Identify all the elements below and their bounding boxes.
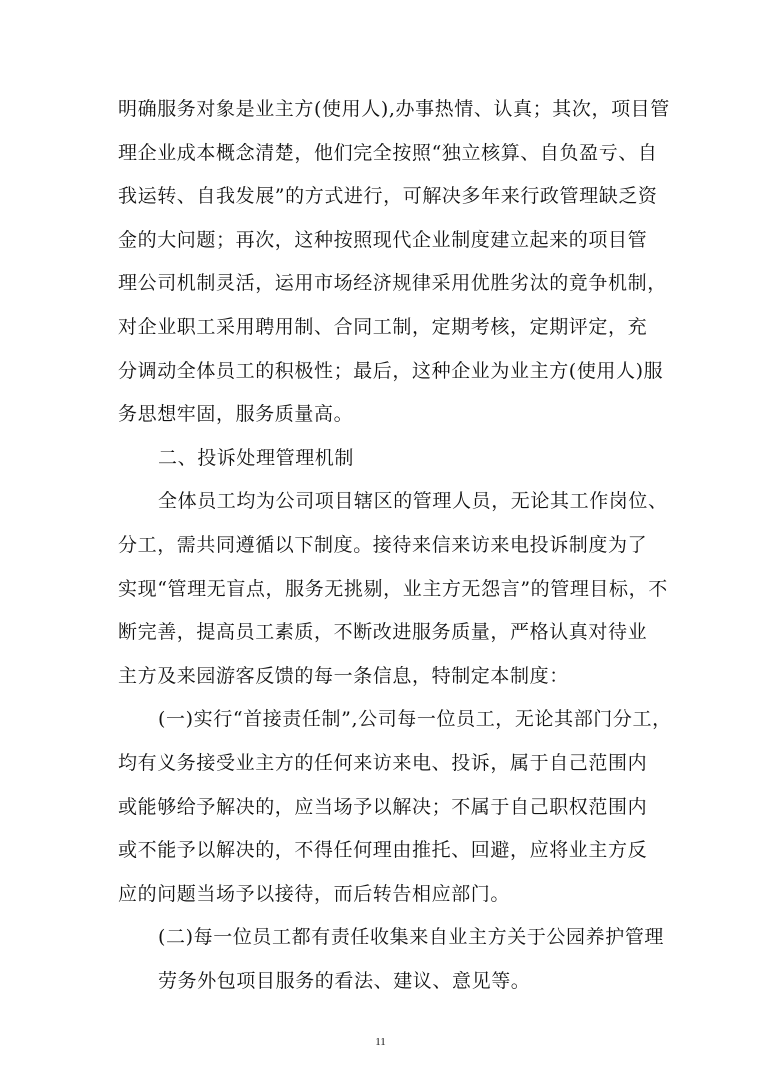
text-line: 或不能予以解决的，不得任何理由推托、回避，应将业主方反 xyxy=(118,839,648,862)
text-line: 全体员工均为公司项目辖区的管理人员，无论其工作岗位、 xyxy=(158,490,668,513)
text-line: 分工，需共同遵循以下制度。接待来信来访来电投诉制度为了 xyxy=(118,533,648,556)
text-line: 对企业职工采用聘用制、合同工制，定期考核，定期评定，充 xyxy=(118,315,648,338)
text-line: 实现“管理无盲点，服务无挑剔，业主方无怨言”的管理目标，不 xyxy=(118,577,668,600)
text-line: 理公司机制灵活，运用市场经济规律采用优胜劣汰的竟争机制， xyxy=(118,272,667,295)
text-line: 主方及来园游客反馈的每一条信息，特制定本制度： xyxy=(118,664,569,687)
text-line: (一)实行“首接责任制”,公司每一位员工，无论其部门分工， xyxy=(158,708,672,731)
text-line: 金的大问题；再次，这种按照现代企业制度建立起来的项目管 xyxy=(118,228,648,251)
body-text xyxy=(118,88,672,1003)
text-line: 分调动全体员工的积极性；最后，这种企业为业主方(使用人)服 xyxy=(118,359,664,382)
text-line: 务思想牢固，服务质量高。 xyxy=(118,403,354,426)
text-line: 明确服务对象是业主方(使用人),办事热情、认真；其次，项目管 xyxy=(118,98,670,120)
section-heading: 二、投诉处理管理机制 xyxy=(158,446,355,469)
text-line: 断完善，提高员工素质，不断改进服务质量，严格认真对待业 xyxy=(118,621,648,644)
text-line: 理企业成本概念清楚，他们完全按照“独立核算、自负盈亏、自 xyxy=(118,141,658,164)
page-number: 11 xyxy=(375,1036,386,1048)
text-line: 劳务外包项目服务的看法、建议、意见等。 xyxy=(158,969,531,992)
text-line: (二)每一位员工都有责任收集来自业主方关于公园养护管理 xyxy=(158,926,665,949)
text-line: 我运转、自我发展”的方式进行，可解决多年来行政管理缺乏资 xyxy=(118,185,658,208)
text-line: 均有义务接受业主方的任何来访来电、投诉，属于自己范围内 xyxy=(118,751,648,774)
text-line: 应的问题当场予以接待，而后转告相应部门。 xyxy=(118,882,511,905)
text-line: 或能够给予解决的，应当场予以解决；不属于自己职权范围内 xyxy=(118,795,648,818)
